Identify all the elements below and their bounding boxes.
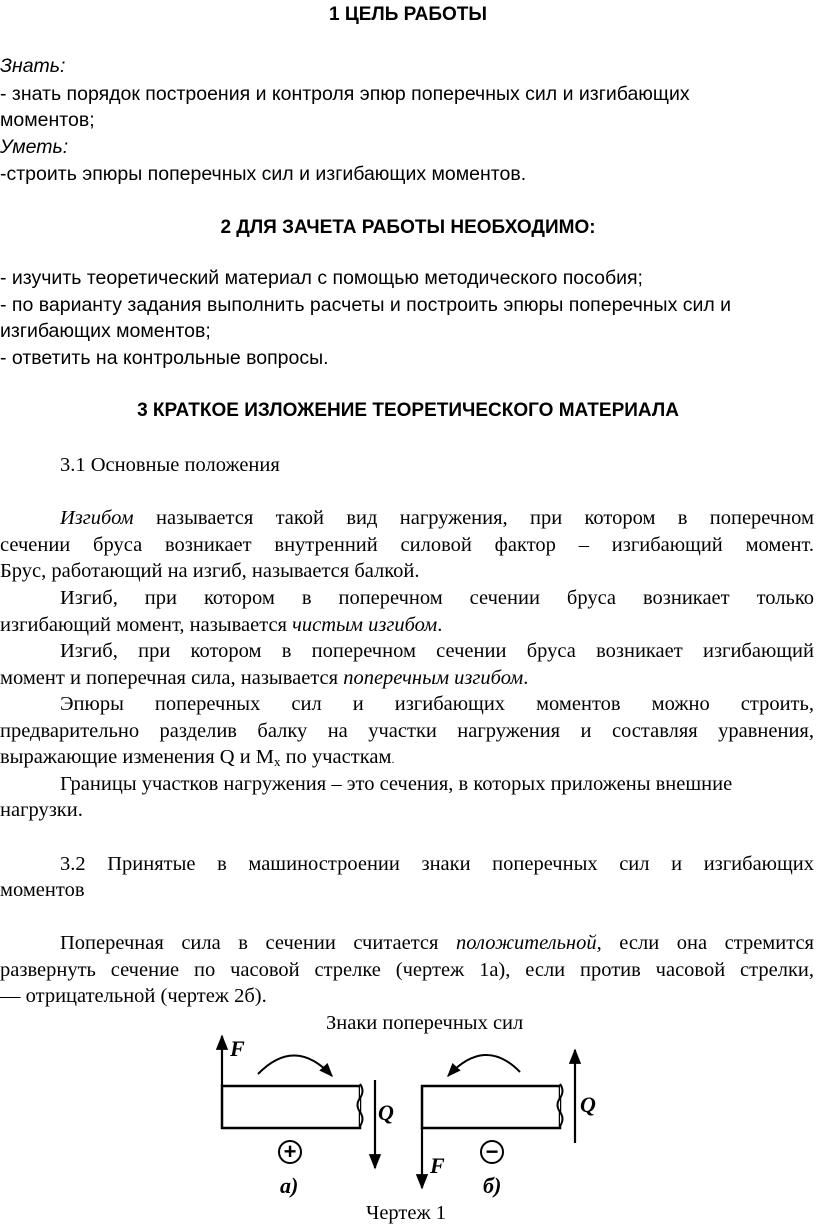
- know-line-2: моментов;: [0, 109, 95, 131]
- beam-a: [222, 1086, 360, 1128]
- section2-line-4: - ответить на контрольные вопросы.: [0, 347, 329, 369]
- subsection-3-2-line-2: моментов: [0, 879, 85, 901]
- can-line-1: -строить эпюры поперечных сил и изгибающих моментов.: [0, 163, 527, 185]
- section2-heading: 2 ДЛЯ ЗАЧЕТА РАБОТЫ НЕОБХОДИМО:: [220, 217, 596, 238]
- term-izgib: Изгибом: [60, 507, 134, 529]
- know-label: Знать:: [0, 55, 66, 77]
- label-b: б): [483, 1173, 502, 1198]
- section2-line-2: - по варианту задания выполнить расчеты и построить эпюры поперечных сил и: [0, 294, 732, 316]
- subsection-3-2-line-1: 3.2 Принятые в машиностроении знаки поперечных сил и изгибающих: [60, 853, 814, 875]
- minus-sign: −: [485, 1139, 499, 1164]
- subsection-3-1-title: 3.1 Основные положения: [60, 454, 280, 476]
- plus-sign: +: [283, 1139, 297, 1164]
- figure-caption: Чертеж 1: [366, 1202, 446, 1224]
- term-positive: положительной,: [456, 932, 602, 954]
- section2-line-3: изгибающих моментов;: [0, 320, 211, 342]
- beam-b: [422, 1086, 560, 1128]
- section2-line-1: - изучить теоретический материал с помощью методического пособия;: [0, 267, 643, 289]
- term-pure-bending: чистым изгибом: [292, 614, 438, 636]
- know-line-1: - знать порядок построения и контроля эпюр поперечных сил и изгибающих: [0, 83, 690, 105]
- term-transverse-bending: поперечным изгибом: [343, 667, 524, 689]
- shear-label-b: Q: [580, 1092, 596, 1117]
- rotation-arrow-a: [258, 1055, 332, 1076]
- section1-heading: 1 ЦЕЛЬ РАБОТЫ: [328, 4, 488, 25]
- p5-line-1: Границы участков нагружения – это сечения, в которых приложены внешние: [60, 773, 733, 795]
- p2-line-1: Изгиб, при котором в поперечном сечении бруса возникает только: [60, 587, 814, 609]
- force-label-b: F: [430, 1153, 445, 1178]
- figure-title: Знаки поперечных сил: [326, 1012, 524, 1034]
- rotation-arrow-b: [448, 1055, 520, 1076]
- section3-heading: 3 КРАТКОЕ ИЗЛОЖЕНИЕ ТЕОРЕТИЧЕСКОГО МАТЕРИАЛА: [137, 400, 679, 421]
- label-a: а): [280, 1173, 299, 1198]
- beam-b-break: [558, 1084, 563, 1126]
- p4-line-1: Эпюры поперечных сил и изгибающих моментов можно строить,: [60, 693, 814, 715]
- p4-line-3: выражающие изменения Q и $M_x$ по участкам.: [0, 746, 395, 769]
- p3-line-1: Изгиб, при котором в поперечном сечении бруса возникает изгибающий: [60, 640, 814, 662]
- p6-line-1: Поперечная сила в сечении считается положительной, если она стремится: [60, 932, 814, 954]
- p5-line-2: нагрузки.: [0, 799, 83, 821]
- diagram-a: [222, 1036, 394, 1198]
- p1-line-3: Брус, работающий на изгиб, называется балкой.: [0, 560, 420, 582]
- diagram-b: [422, 1050, 596, 1198]
- p6-line-3: — отрицательной (чертеж 2б).: [0, 985, 267, 1007]
- can-label: Уметь:: [0, 136, 69, 158]
- p6-line-2: развернуть сечение по часовой стрелке (чертеж 1а), если против часовой стрелки,: [0, 959, 814, 981]
- force-label-a: F: [230, 1036, 245, 1061]
- p1-line-2: сечении бруса возникает внутренний силовой фактор – изгибающий момент.: [0, 534, 814, 556]
- shear-sign-diagram: [200, 1028, 620, 1203]
- shear-label-a: Q: [378, 1100, 394, 1125]
- beam-a-break: [358, 1084, 363, 1126]
- p1-line-1: Изгибом называется такой вид нагружения, при котором в поперечном: [60, 507, 814, 529]
- p4-line-2: предварительно разделив балку на участки нагружения и составляя уравнения,: [0, 720, 814, 742]
- p2-line-2: изгибающий момент, называется чистым изгибом.: [0, 614, 443, 636]
- p3-line-2: момент и поперечная сила, называется поперечным изгибом.: [0, 667, 529, 689]
